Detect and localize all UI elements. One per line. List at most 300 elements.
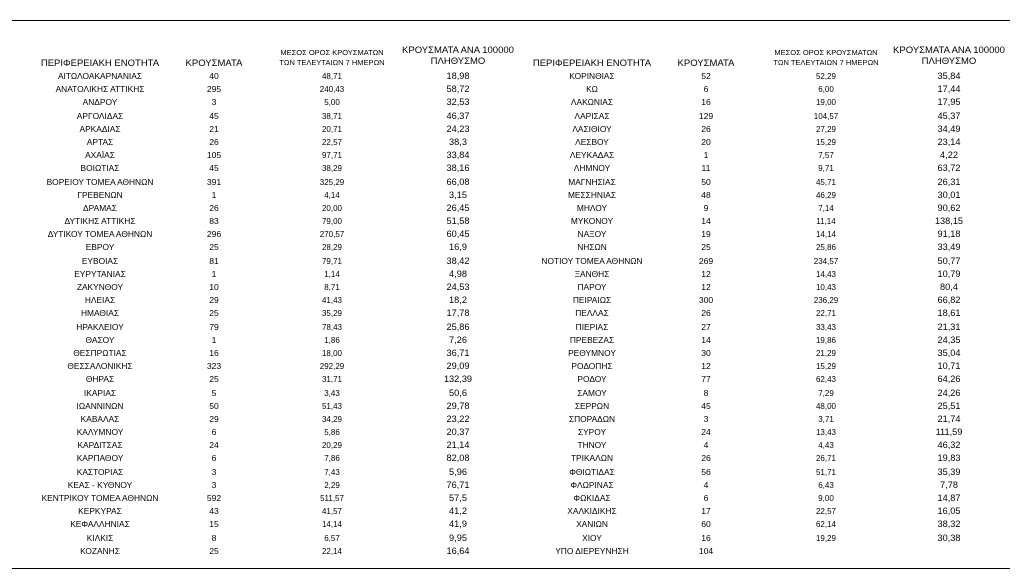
rate-value: 17,44 — [937, 84, 961, 95]
cases-value: 25 — [209, 242, 219, 253]
region-name: ΔΥΤΙΚΟΥ ΤΟΜΕΑ ΑΘΗΝΩΝ — [47, 229, 153, 240]
rate-value: 25,86 — [446, 321, 470, 332]
cases-value: 40 — [209, 71, 219, 81]
cases-value: 27 — [701, 321, 711, 332]
avg-value: 15,29 — [815, 137, 837, 147]
rate-value: 38,16 — [446, 163, 470, 174]
avg-value: 270,57 — [319, 230, 345, 240]
region-name: ΥΠΟ ΔΙΕΡΕΥΝΗΣΗ — [555, 545, 629, 556]
cases-value: 83 — [209, 216, 219, 227]
rate-value: 30,01 — [937, 189, 961, 200]
region-name: ΤΗΝΟΥ — [577, 440, 607, 451]
rate-value: 46,37 — [446, 110, 470, 121]
rate-value: 80,4 — [940, 282, 958, 292]
rate-value: 4,22 — [940, 150, 958, 161]
avg-value: 7,29 — [818, 388, 834, 398]
cases-value: 24 — [701, 427, 711, 438]
header-rate-right — [884, 45, 1014, 67]
table-row — [0, 189, 1023, 202]
rate-value: 14,87 — [937, 493, 961, 503]
region-name: ΣΠΟΡΑΔΩΝ — [568, 413, 616, 424]
cases-value: 17 — [701, 506, 711, 517]
avg-value: 51,71 — [815, 467, 837, 477]
cases-value: 105 — [206, 150, 222, 161]
region-name: ΕΥΒΟΙΑΣ — [81, 255, 119, 266]
table-row — [0, 202, 1023, 215]
table-row — [0, 413, 1023, 426]
avg-value: 18,00 — [321, 348, 343, 358]
cases-value: 1 — [211, 334, 217, 345]
region-name: ΜΗΛΟΥ — [576, 202, 608, 213]
cases-value: 19 — [701, 229, 711, 240]
cases-value: 60 — [701, 519, 711, 530]
avg-value: 28,29 — [321, 243, 343, 253]
cases-value: 1 — [703, 150, 709, 161]
region-name: ΙΚΑΡΙΑΣ — [83, 387, 117, 398]
region-name: ΚΙΛΚΙΣ — [86, 532, 114, 543]
region-name: ΘΕΣΠΡΩΤΙΑΣ — [73, 347, 127, 358]
header-rate-line2: ΠΛΗΘΥΣΜΟ — [430, 56, 486, 67]
cases-value: 45 — [209, 110, 219, 121]
table-row — [0, 479, 1023, 492]
rate-value: 18,98 — [446, 71, 470, 81]
rate-value: 91,18 — [937, 229, 961, 240]
table-row — [0, 452, 1023, 465]
region-name: ΚΩ — [586, 84, 598, 95]
avg-value: 1,86 — [324, 335, 340, 345]
cases-value: 11 — [701, 163, 711, 174]
header-cases-left: ΚΡΟΥΣΜΑΤΑ — [185, 58, 243, 69]
header-avg-line2: ΤΩΝ ΤΕΛΕΥΤΑΙΩΝ 7 ΗΜΕΡΩΝ — [773, 58, 879, 67]
cases-value: 45 — [209, 163, 219, 174]
cases-value: 48 — [701, 189, 711, 200]
cases-value: 30 — [701, 347, 711, 358]
avg-value: 41,57 — [321, 507, 343, 517]
cases-value: 25 — [209, 308, 219, 319]
header-avg-line1: ΜΕΣΟΣ ΟΡΟΣ ΚΡΟΥΣΜΑΤΩΝ — [280, 48, 384, 57]
avg-value: 5,00 — [324, 98, 340, 108]
cases-value: 50 — [701, 176, 711, 187]
region-name: ΜΥΚΟΝΟΥ — [570, 216, 614, 227]
avg-value: 22,71 — [815, 309, 837, 319]
cases-value: 16 — [701, 532, 711, 543]
rate-value: 16,9 — [449, 242, 467, 253]
table-row — [0, 387, 1023, 400]
rate-value: 18,61 — [937, 308, 961, 319]
avg-value: 22,14 — [321, 546, 343, 556]
cases-value: 12 — [701, 268, 711, 279]
cases-value: 14 — [701, 334, 711, 345]
rate-value: 32,53 — [446, 97, 470, 108]
region-name: ΠΙΕΡΙΑΣ — [575, 321, 609, 332]
cases-value: 104 — [698, 545, 714, 556]
region-name: ΚΑΒΑΛΑΣ — [80, 413, 120, 424]
avg-value: 4,43 — [818, 441, 834, 451]
region-name: ΛΕΥΚΑΔΑΣ — [569, 150, 615, 161]
cases-value: 77 — [701, 374, 711, 385]
table-row — [0, 400, 1023, 413]
rate-value: 4,98 — [449, 268, 467, 279]
table-row — [0, 96, 1023, 109]
rate-value: 19,83 — [937, 453, 961, 464]
cases-value: 14 — [701, 216, 711, 227]
cases-value: 26 — [701, 308, 711, 319]
header-rate-line1: ΚΡΟΥΣΜΑΤΑ ΑΝΑ 100000 — [893, 45, 1005, 56]
avg-value: 325,29 — [319, 177, 345, 187]
region-name: ΝΗΣΩΝ — [577, 242, 607, 253]
region-name: ΙΩΑΝΝΙΝΩΝ — [76, 400, 124, 411]
avg-value: 240,43 — [319, 85, 345, 95]
header-region-left: ΠΕΡΙΦΕΡΕΙΑΚΗ ΕΝΟΤΗΤΑ — [40, 58, 160, 69]
rate-value: 20,37 — [446, 427, 470, 438]
table-row — [0, 360, 1023, 373]
avg-value: 7,43 — [324, 467, 340, 477]
region-name: ΑΧΑΪΑΣ — [85, 150, 115, 161]
cases-value: 52 — [701, 71, 711, 81]
rate-value: 16,05 — [937, 506, 961, 517]
rate-value: 17,95 — [937, 97, 961, 108]
rate-value: 50,6 — [449, 387, 467, 398]
cases-value: 3 — [211, 97, 217, 108]
rate-value: 35,39 — [937, 466, 961, 477]
region-name: ΧΑΝΙΩΝ — [576, 519, 608, 530]
region-name: ΜΑΓΝΗΣΙΑΣ — [568, 176, 616, 187]
avg-value: 3,71 — [818, 414, 834, 424]
rate-value: 50,77 — [937, 255, 961, 266]
rate-value: 90,62 — [937, 202, 961, 213]
cases-value: 26 — [209, 202, 219, 213]
region-name: ΠΕΛΛΑΣ — [575, 308, 609, 319]
region-name: ΑΙΤΩΛΟΑΚΑΡΝΑΝΙΑΣ — [57, 71, 143, 81]
cases-value: 10 — [209, 282, 219, 292]
region-name: ΕΥΡΥΤΑΝΙΑΣ — [74, 268, 126, 279]
avg-value: 511,57 — [320, 494, 344, 503]
region-name: ΜΕΣΣΗΝΙΑΣ — [567, 189, 617, 200]
rate-value: 21,74 — [937, 413, 961, 424]
region-name: ΝΟΤΙΟΥ ΤΟΜΕΑ ΑΘΗΝΩΝ — [541, 255, 643, 266]
rate-value: 21,31 — [937, 321, 961, 332]
table-row — [0, 373, 1023, 386]
avg-value: 14,14 — [815, 230, 837, 240]
avg-value: 62,14 — [815, 520, 837, 530]
rate-value: 23,22 — [446, 413, 470, 424]
avg-value: 5,86 — [324, 428, 340, 438]
avg-value: 13,43 — [815, 428, 837, 438]
region-name: ΦΛΩΡΙΝΑΣ — [570, 479, 614, 490]
avg-value: 8,71 — [324, 283, 340, 292]
table-row — [0, 426, 1023, 439]
avg-value: 14,43 — [815, 269, 837, 279]
region-name: ΑΡΓΟΛΙΔΑΣ — [76, 110, 124, 121]
avg-value: 26,71 — [815, 454, 837, 464]
rate-value: 41,2 — [449, 506, 467, 517]
region-name: ΚΟΡΙΝΘΙΑΣ — [569, 71, 615, 81]
table-row — [0, 321, 1023, 334]
table-row — [0, 334, 1023, 347]
table-row — [0, 255, 1023, 268]
rate-value: 21,14 — [446, 440, 470, 451]
cases-value: 16 — [209, 347, 219, 358]
table-row — [0, 532, 1023, 545]
region-name: ΣΕΡΡΩΝ — [574, 400, 610, 411]
region-name: ΑΡΤΑΣ — [86, 136, 114, 147]
table-row — [0, 241, 1023, 254]
table-row — [0, 136, 1023, 149]
avg-value: 234,57 — [813, 256, 839, 266]
avg-value: 2,29 — [324, 480, 340, 490]
cases-value: 8 — [211, 532, 217, 543]
cases-value: 26 — [701, 453, 711, 464]
cases-value: 3 — [211, 479, 217, 490]
avg-value: 20,71 — [321, 124, 343, 134]
avg-value: 292,29 — [319, 362, 345, 372]
table-row — [0, 176, 1023, 189]
header-rate-line2: ΠΛΗΘΥΣΜΟ — [921, 56, 977, 67]
avg-value: 14,14 — [321, 520, 343, 530]
cases-value: 12 — [701, 282, 711, 292]
avg-value: 34,29 — [321, 414, 343, 424]
cases-value: 9 — [703, 202, 709, 213]
rate-value: 41,9 — [449, 519, 467, 530]
rate-value: 33,84 — [446, 150, 470, 161]
avg-value: 236,29 — [813, 296, 839, 306]
avg-value: 15,29 — [815, 362, 837, 372]
cases-value: 1 — [211, 189, 217, 200]
cases-value: 56 — [701, 466, 711, 477]
region-name: ΗΡΑΚΛΕΙΟΥ — [76, 321, 124, 332]
table-row — [0, 215, 1023, 228]
cases-value: 295 — [206, 84, 222, 95]
cases-value: 15 — [209, 519, 219, 530]
region-name: ΑΝΔΡΟΥ — [82, 97, 118, 108]
avg-value: 78,43 — [321, 322, 343, 332]
table-row — [0, 466, 1023, 479]
rate-value: 111,59 — [935, 427, 963, 438]
cases-value: 79 — [209, 321, 219, 332]
rate-value: 46,32 — [937, 440, 961, 451]
cases-value: 6 — [211, 427, 217, 438]
avg-value: 21,29 — [815, 348, 837, 358]
avg-value: 46,29 — [815, 190, 837, 200]
rate-value: 16,64 — [446, 545, 470, 556]
rate-value: 76,71 — [446, 479, 470, 490]
table-row — [0, 110, 1023, 123]
rate-value: 24,23 — [446, 123, 470, 134]
region-name: ΖΑΚΥΝΘΟΥ — [76, 282, 124, 292]
rate-value: 34,49 — [937, 123, 961, 134]
region-name: ΑΝΑΤΟΛΙΚΗΣ ΑΤΤΙΚΗΣ — [55, 84, 145, 95]
table-row — [0, 545, 1023, 558]
table-row — [0, 307, 1023, 320]
region-name: ΒΟΙΩΤΙΑΣ — [80, 163, 120, 174]
avg-value: 51,43 — [321, 401, 343, 411]
avg-value: 20,00 — [321, 203, 343, 213]
rate-value: 29,09 — [446, 361, 470, 372]
avg-value: 20,29 — [321, 441, 343, 451]
region-name: ΦΘΙΩΤΙΔΑΣ — [569, 466, 615, 477]
region-name: ΠΑΡΟΥ — [577, 282, 607, 292]
cases-value: 323 — [206, 361, 222, 372]
header-avg-left — [272, 48, 392, 68]
cases-value: 6 — [703, 84, 709, 95]
region-name: ΤΡΙΚΑΛΩΝ — [570, 453, 614, 464]
avg-value: 19,86 — [815, 335, 837, 345]
avg-value: 19,29 — [815, 533, 837, 543]
header-region-right: ΠΕΡΙΦΕΡΕΙΑΚΗ ΕΝΟΤΗΤΑ — [532, 58, 652, 69]
header-rate-left — [393, 45, 523, 67]
table-row — [0, 492, 1023, 505]
cases-value: 12 — [701, 361, 711, 372]
cases-value: 3 — [703, 413, 709, 424]
rate-value: 35,84 — [937, 71, 961, 81]
avg-value: 22,57 — [321, 137, 343, 147]
table-row — [0, 123, 1023, 136]
header-avg-line2: ΤΩΝ ΤΕΛΕΥΤΑΙΩΝ 7 ΗΜΕΡΩΝ — [279, 58, 385, 67]
cases-value: 29 — [209, 413, 219, 424]
rate-value: 38,42 — [446, 255, 470, 266]
cases-value: 269 — [698, 255, 714, 266]
region-name: ΡΟΔΟΥ — [577, 374, 607, 385]
region-name: ΚΕΦΑΛΛΗΝΙΑΣ — [70, 519, 130, 530]
rate-value: 7,78 — [940, 479, 958, 490]
avg-value: 6,43 — [818, 480, 834, 490]
rate-value: 23,14 — [937, 136, 961, 147]
region-name: ΔΡΑΜΑΣ — [83, 202, 117, 213]
cases-value: 8 — [703, 387, 709, 398]
table-row — [0, 439, 1023, 452]
rate-value: 24,26 — [937, 387, 961, 398]
rate-value: 24,35 — [937, 334, 961, 345]
avg-value: 6,00 — [818, 85, 834, 95]
cases-value: 24 — [209, 440, 219, 451]
cases-value: 25 — [209, 545, 219, 556]
region-name: ΠΡΕΒΕΖΑΣ — [569, 334, 615, 345]
cases-value: 5 — [211, 387, 217, 398]
avg-value: 79,00 — [321, 217, 343, 227]
table-row — [0, 149, 1023, 162]
header-cases-right: ΚΡΟΥΣΜΑΤΑ — [677, 58, 735, 69]
avg-value: 3,43 — [324, 388, 340, 398]
table-row — [0, 83, 1023, 96]
avg-value: 1,14 — [324, 269, 340, 279]
cases-value: 1 — [211, 268, 217, 279]
region-name: ΧΑΛΚΙΔΙΚΗΣ — [567, 506, 617, 517]
avg-value: 52,29 — [815, 72, 837, 81]
avg-value: 31,71 — [321, 375, 343, 385]
cases-value: 26 — [701, 123, 711, 134]
cases-value: 50 — [209, 400, 219, 411]
region-name: ΠΕΙΡΑΙΩΣ — [572, 295, 612, 306]
avg-value: 38,71 — [321, 111, 343, 121]
region-name: ΚΑΡΠΑΘΟΥ — [76, 453, 124, 464]
cases-value: 25 — [209, 374, 219, 385]
rate-value: 58,72 — [446, 84, 470, 95]
rate-value: 33,49 — [937, 242, 961, 253]
avg-value: 10,43 — [815, 283, 837, 292]
region-name: ΚΕΝΤΡΙΚΟΥ ΤΟΜΕΑ ΑΘΗΝΩΝ — [41, 493, 159, 503]
table-row — [0, 162, 1023, 175]
avg-value: 33,43 — [815, 322, 837, 332]
cases-value: 21 — [209, 123, 219, 134]
region-name: ΑΡΚΑΔΙΑΣ — [79, 123, 121, 134]
rate-value: 132,39 — [443, 374, 473, 385]
cases-value: 6 — [211, 453, 217, 464]
rate-value: 17,78 — [446, 308, 470, 319]
cases-value: 16 — [701, 97, 711, 108]
avg-value: 45,71 — [815, 177, 837, 187]
region-name: ΘΑΣΟΥ — [85, 334, 115, 345]
table-row — [0, 281, 1023, 294]
rate-value: 45,37 — [937, 110, 961, 121]
rate-value: 38,3 — [449, 136, 467, 147]
region-name: ΗΛΕΙΑΣ — [84, 295, 116, 306]
avg-value: 7,57 — [818, 151, 834, 161]
avg-value: 7,14 — [818, 203, 834, 213]
cases-value: 43 — [209, 506, 219, 517]
header-rate-line1: ΚΡΟΥΣΜΑΤΑ ΑΝΑ 100000 — [402, 45, 514, 56]
region-name: ΚΑΣΤΟΡΙΑΣ — [76, 466, 124, 477]
cases-value: 4 — [703, 479, 709, 490]
rate-value: 63,72 — [937, 163, 961, 174]
rate-value: 60,45 — [446, 229, 470, 240]
table-row — [0, 268, 1023, 281]
avg-value: 9,00 — [818, 494, 834, 503]
region-name: ΘΗΡΑΣ — [85, 374, 115, 385]
region-name: ΡΕΘΥΜΝΟΥ — [568, 347, 616, 358]
rate-value: 24,53 — [446, 282, 470, 292]
rate-value: 82,08 — [446, 453, 470, 464]
region-name: ΞΑΝΘΗΣ — [574, 268, 610, 279]
region-name: ΡΟΔΟΠΗΣ — [571, 361, 613, 372]
avg-value: 11,14 — [816, 217, 836, 227]
region-name: ΧΙΟΥ — [582, 532, 602, 543]
region-name: ΛΑΡΙΣΑΣ — [574, 110, 610, 121]
cases-value: 129 — [698, 110, 714, 121]
region-name: ΚΑΡΔΙΤΣΑΣ — [77, 440, 123, 451]
avg-value: 6,57 — [324, 533, 340, 543]
region-name: ΒΟΡΕΙΟΥ ΤΟΜΕΑ ΑΘΗΝΩΝ — [46, 176, 154, 187]
cases-value: 4 — [703, 440, 709, 451]
avg-value: 79,71 — [321, 256, 343, 266]
region-name: ΚΕΑΣ - ΚΥΘΝΟΥ — [67, 479, 133, 490]
rate-value: 9,95 — [449, 532, 467, 543]
rate-value: 51,58 — [446, 216, 470, 227]
rate-value: 29,78 — [446, 400, 470, 411]
rate-value: 66,08 — [446, 176, 470, 187]
rate-value: 26,45 — [446, 202, 470, 213]
rate-value: 138,15 — [934, 216, 964, 227]
cases-value: 391 — [206, 176, 222, 187]
rate-value: 5,96 — [449, 466, 467, 477]
region-name: ΣΑΜΟΥ — [577, 387, 607, 398]
table-row — [0, 228, 1023, 241]
cases-value: 6 — [703, 493, 709, 503]
avg-value: 97,71 — [321, 151, 343, 161]
rate-value: 26,31 — [937, 176, 961, 187]
avg-value: 9,71 — [818, 164, 834, 174]
rate-value: 35,04 — [937, 347, 961, 358]
avg-value: 41,43 — [321, 296, 343, 306]
avg-value: 62,43 — [815, 375, 837, 385]
cases-value: 25 — [701, 242, 711, 253]
bottom-rule — [12, 568, 1010, 569]
avg-value: 104,57 — [813, 111, 839, 121]
top-rule — [12, 20, 1010, 21]
avg-value: 4,14 — [324, 190, 340, 200]
region-name: ΚΟΖΑΝΗΣ — [80, 545, 120, 556]
avg-value: 48,00 — [815, 401, 837, 411]
rate-value: 66,82 — [937, 295, 961, 306]
